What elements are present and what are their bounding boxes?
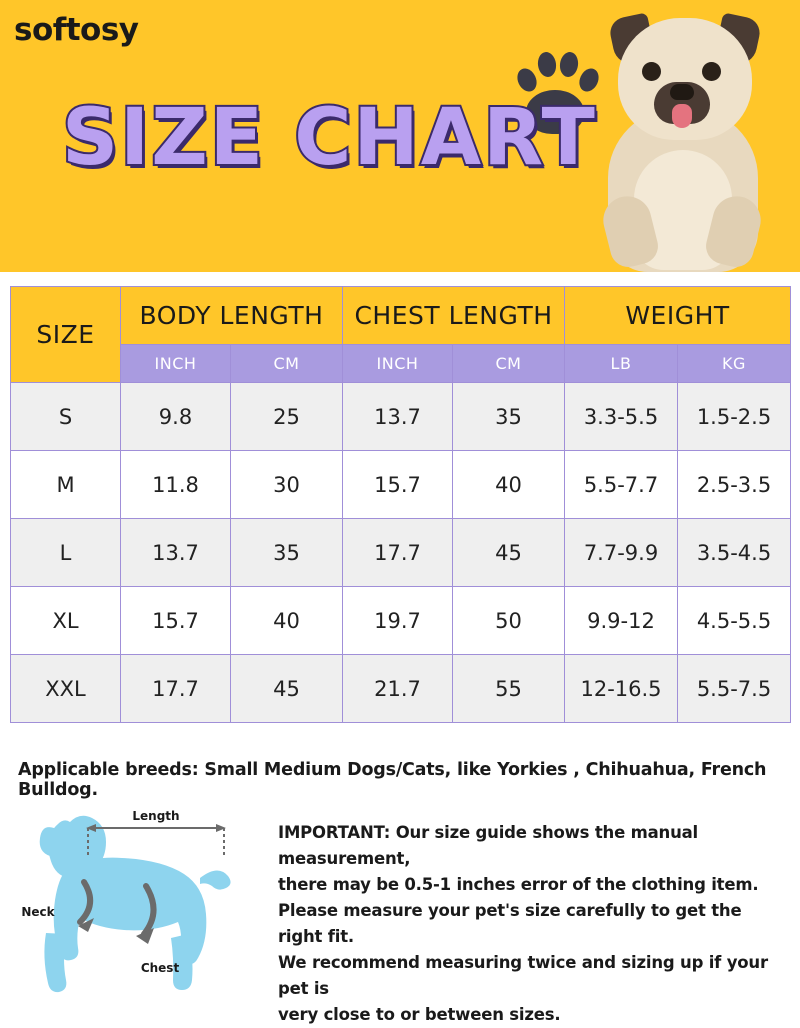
cell-weight-kg: 1.5-2.5 (678, 383, 791, 451)
measurement-note (278, 820, 788, 1028)
cell-weight-kg: 5.5-7.5 (678, 655, 791, 723)
cell-size: L (11, 519, 121, 587)
cell-body-cm: 35 (231, 519, 343, 587)
cell-body-cm: 30 (231, 451, 343, 519)
table-row (11, 655, 791, 723)
table-row (11, 383, 791, 451)
cell-weight-kg: 4.5-5.5 (678, 587, 791, 655)
cell-body-cm: 40 (231, 587, 343, 655)
cell-body-inch: 13.7 (121, 519, 231, 587)
diagram-label-length: Length (132, 809, 180, 823)
subheader-chest-inch: INCH (343, 345, 453, 383)
applicable-breeds-note: Applicable breeds: Small Medium Dogs/Cats, like Yorkies , Chihuahua, French Bulldog. (18, 760, 767, 800)
cell-body-inch: 11.8 (121, 451, 231, 519)
header-banner (0, 0, 800, 272)
note-line-3: Please measure your pet's size carefully to get the right fit. (278, 901, 742, 946)
cell-size: XL (11, 587, 121, 655)
cell-body-cm: 45 (231, 655, 343, 723)
table-group-header-row (11, 287, 791, 345)
diagram-label-chest: Chest (140, 961, 180, 975)
cell-chest-inch: 21.7 (343, 655, 453, 723)
note-line-1: IMPORTANT: Our size guide shows the manual measurement, (278, 823, 699, 868)
cell-weight-lb: 3.3-5.5 (565, 383, 678, 451)
subheader-weight-lb: LB (565, 345, 678, 383)
subheader-chest-cm: CM (453, 345, 565, 383)
cell-chest-inch: 13.7 (343, 383, 453, 451)
cell-chest-inch: 17.7 (343, 519, 453, 587)
measurement-diagram (8, 794, 266, 999)
cell-weight-lb: 9.9-12 (565, 587, 678, 655)
cell-chest-cm: 50 (453, 587, 565, 655)
note-line-4: We recommend measuring twice and sizing up if your pet is (278, 953, 768, 998)
header-chest-length: CHEST LENGTH (343, 287, 565, 345)
size-table-container (10, 286, 790, 723)
subheader-body-cm: CM (231, 345, 343, 383)
cell-weight-kg: 2.5-3.5 (678, 451, 791, 519)
diagram-label-neck: Neck (21, 905, 55, 919)
cell-body-inch: 9.8 (121, 383, 231, 451)
brand-logo: softosy (14, 12, 139, 48)
cell-chest-cm: 35 (453, 383, 565, 451)
cell-chest-inch: 19.7 (343, 587, 453, 655)
cell-chest-cm: 40 (453, 451, 565, 519)
cell-body-cm: 25 (231, 383, 343, 451)
table-row (11, 587, 791, 655)
note-line-2: there may be 0.5-1 inches error of the clothing item. (278, 875, 759, 894)
subheader-weight-kg: KG (678, 345, 791, 383)
title-band (0, 88, 800, 198)
subheader-body-inch: INCH (121, 345, 231, 383)
dog-measurement-illustration (8, 794, 266, 999)
cell-chest-inch: 15.7 (343, 451, 453, 519)
cell-chest-cm: 55 (453, 655, 565, 723)
cell-weight-lb: 5.5-7.7 (565, 451, 678, 519)
cell-weight-lb: 7.7-9.9 (565, 519, 678, 587)
cell-body-inch: 15.7 (121, 587, 231, 655)
header-weight: WEIGHT (565, 287, 791, 345)
table-row (11, 451, 791, 519)
table-row (11, 519, 791, 587)
header-size: SIZE (11, 287, 121, 383)
header-body-length: BODY LENGTH (121, 287, 343, 345)
cell-size: S (11, 383, 121, 451)
cell-body-inch: 17.7 (121, 655, 231, 723)
cell-size: M (11, 451, 121, 519)
cell-size: XXL (11, 655, 121, 723)
cell-chest-cm: 45 (453, 519, 565, 587)
size-table (10, 286, 791, 723)
page-title: SIZE CHART (62, 93, 597, 183)
table-subheader-row (11, 345, 791, 383)
bottom-section (0, 790, 800, 1024)
note-line-5: very close to or between sizes. (278, 1005, 561, 1024)
cell-weight-lb: 12-16.5 (565, 655, 678, 723)
cell-weight-kg: 3.5-4.5 (678, 519, 791, 587)
